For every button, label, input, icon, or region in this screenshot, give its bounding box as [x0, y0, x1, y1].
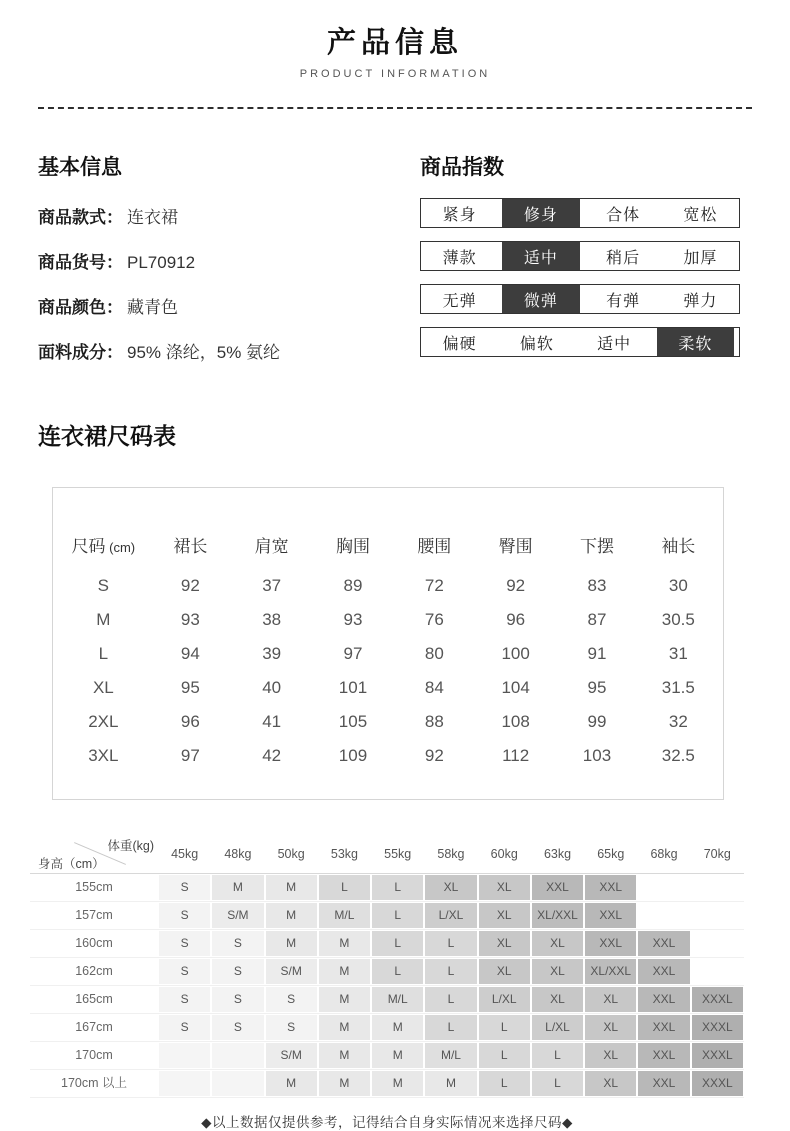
matrix-size-cell: XL/XXL: [532, 903, 583, 928]
matrix-corner-cell: [30, 834, 158, 874]
size-cell: 100: [501, 644, 530, 663]
size-cell: 41: [262, 712, 282, 731]
matrix-size-cell: L: [372, 931, 423, 956]
size-col-header: 尺码 (cm): [71, 537, 136, 556]
matrix-size-cell: XL: [479, 903, 530, 928]
size-cell: 108: [501, 712, 530, 731]
size-chart-box: [52, 487, 724, 800]
info-value: 连衣裙: [127, 208, 178, 227]
matrix-size-cell: L: [479, 1043, 530, 1068]
index-option-selected: 适中: [498, 242, 584, 270]
matrix-size-cell: L: [425, 959, 476, 984]
matrix-size-cell: L/XL: [425, 903, 476, 928]
product-index-row-2: [420, 284, 740, 314]
weight-column-header: 50kg: [277, 846, 305, 861]
matrix-size-cell: [638, 903, 689, 928]
matrix-row: [30, 902, 744, 930]
index-option: 弹力: [683, 292, 718, 310]
product-index-tables: [420, 198, 740, 357]
info-label: 商品款式：: [38, 208, 123, 227]
matrix-size-cell: XL: [479, 959, 530, 984]
matrix-size-cell: XL: [532, 931, 583, 956]
matrix-size-cell: XXXL: [692, 987, 743, 1012]
size-chart-row: [57, 637, 719, 671]
weight-column-header: 58kg: [437, 846, 465, 861]
matrix-size-cell: [212, 1071, 263, 1096]
matrix-size-cell: M: [372, 1071, 423, 1096]
size-cell: 38: [262, 610, 282, 629]
size-cell: 109: [338, 746, 368, 765]
matrix-size-cell: M: [266, 875, 317, 900]
matrix-size-cell: M: [319, 1015, 370, 1040]
corner-height-label: 身高（cm）: [38, 856, 105, 871]
size-cell: L: [98, 644, 109, 663]
matrix-size-cell: XXL: [638, 931, 689, 956]
matrix-size-cell: S: [266, 987, 317, 1012]
size-cell: 88: [424, 712, 444, 731]
matrix-size-cell: [692, 903, 743, 928]
info-label: 商品货号：: [38, 253, 123, 272]
matrix-footnote: ◆以上数据仅提供参考，记得结合自身实际情况来选择尺码◆: [201, 1115, 573, 1130]
index-option: 无弹: [442, 292, 477, 310]
page-subtitle: PRODUCT INFORMATION: [299, 68, 491, 80]
index-option-selected: 柔软: [653, 328, 739, 356]
size-chart-header-row: [57, 504, 719, 569]
size-chart-row: [57, 671, 719, 705]
matrix-size-cell: M: [266, 903, 317, 928]
size-col-header: 裙长: [173, 537, 208, 556]
matrix-size-cell: S/M: [266, 959, 317, 984]
page-header: [0, 0, 790, 80]
matrix-size-cell: M: [319, 987, 370, 1012]
size-cell: 84: [424, 678, 444, 697]
info-label: 面料成分：: [38, 343, 123, 362]
matrix-size-cell: M: [266, 1071, 317, 1096]
matrix-size-cell: M: [212, 875, 263, 900]
size-cell: 96: [506, 610, 526, 629]
matrix-size-cell: L: [425, 987, 476, 1012]
size-cell: 30: [668, 576, 688, 595]
size-cell: M: [96, 610, 111, 629]
matrix-row: [30, 874, 744, 902]
weight-column-header: 65kg: [597, 846, 625, 861]
matrix-size-cell: [212, 1043, 263, 1068]
matrix-size-cell: M/L: [319, 903, 370, 928]
matrix-size-cell: M: [372, 1043, 423, 1068]
page-title: 产品信息: [326, 27, 463, 59]
index-option: 宽松: [683, 206, 718, 224]
matrix-size-cell: XL: [479, 875, 530, 900]
matrix-size-cell: S: [159, 987, 210, 1012]
matrix-size-cell: XXL: [638, 1043, 689, 1068]
size-cell: 76: [424, 610, 444, 629]
size-cell: 93: [180, 610, 200, 629]
matrix-header-row: [30, 834, 744, 874]
matrix-size-cell: XXXL: [692, 1071, 743, 1096]
info-columns: [38, 151, 740, 388]
matrix-size-cell: M: [372, 1015, 423, 1040]
size-cell: 40: [262, 678, 282, 697]
info-label: 商品颜色：: [38, 298, 123, 317]
index-option: 薄款: [442, 249, 477, 267]
weight-column-header: 63kg: [543, 846, 572, 861]
matrix-size-cell: L: [425, 1015, 476, 1040]
weight-column-header: 45kg: [171, 846, 199, 861]
size-cell: 42: [262, 746, 282, 765]
info-row-color: [38, 298, 398, 318]
size-chart-row: [57, 705, 719, 739]
corner-weight-label: 体重(kg): [107, 838, 154, 853]
index-option-selected: 微弹: [498, 285, 584, 313]
size-cell: 31.5: [661, 678, 695, 697]
info-row-style: [38, 208, 398, 228]
size-col-header: 腰围: [417, 537, 452, 556]
matrix-size-cell: M/L: [425, 1043, 476, 1068]
size-unit-label: (cm): [105, 540, 136, 555]
size-cell: 32.5: [661, 746, 695, 765]
size-col-header: 臀围: [498, 537, 533, 556]
size-cell: 32: [668, 712, 688, 731]
product-index-heading: 商品指数: [420, 156, 504, 179]
matrix-size-cell: S: [159, 959, 210, 984]
info-row-fabric: [38, 343, 398, 363]
size-cell: 39: [262, 644, 282, 663]
matrix-size-cell: XL: [585, 987, 636, 1012]
matrix-size-cell: S/M: [266, 1043, 317, 1068]
index-option: 适中: [597, 335, 632, 353]
matrix-size-cell: L: [425, 931, 476, 956]
weight-column-header: 70kg: [703, 846, 731, 861]
index-option: 偏软: [519, 335, 554, 353]
matrix-size-cell: XXL: [638, 987, 689, 1012]
size-cell: 91: [587, 644, 607, 663]
matrix-size-cell: S: [159, 875, 210, 900]
size-cell: 96: [180, 712, 200, 731]
matrix-size-cell: M: [319, 959, 370, 984]
size-cell: 103: [582, 746, 612, 765]
matrix-row: [30, 958, 744, 986]
matrix-size-cell: M: [425, 1071, 476, 1096]
product-index-row-0: [420, 198, 740, 228]
size-cell: 112: [502, 746, 530, 765]
size-cell: S: [97, 576, 109, 595]
index-option: 偏硬: [442, 335, 477, 353]
basic-info-section: [38, 151, 398, 388]
height-label: 155cm: [75, 880, 113, 894]
size-cell: 37: [262, 576, 282, 595]
size-cell: 93: [343, 610, 363, 629]
matrix-size-cell: S: [212, 959, 263, 984]
matrix-size-cell: [159, 1071, 210, 1096]
matrix-size-cell: L/XL: [532, 1015, 583, 1040]
weight-column-header: 68kg: [650, 846, 678, 861]
size-cell: 30.5: [661, 610, 695, 629]
size-cell: 92: [506, 576, 526, 595]
size-cell: 104: [501, 678, 530, 697]
size-col-header: 胸围: [335, 537, 370, 556]
size-cell: 83: [587, 576, 607, 595]
size-cell: 95: [587, 678, 607, 697]
size-col-header: 下摆: [579, 537, 614, 556]
matrix-size-cell: M: [266, 931, 317, 956]
size-chart-row: [57, 569, 719, 603]
matrix-size-cell: XXL: [638, 1071, 689, 1096]
matrix-size-cell: XL: [425, 875, 476, 900]
height-label: 162cm: [75, 964, 113, 978]
matrix-size-cell: L: [372, 875, 423, 900]
matrix-size-cell: [692, 875, 743, 900]
size-cell: 97: [180, 746, 200, 765]
height-label: 160cm: [75, 936, 113, 950]
matrix-size-cell: XL/XXL: [585, 959, 636, 984]
matrix-size-cell: XXL: [532, 875, 583, 900]
index-option: 合体: [606, 206, 641, 224]
matrix-size-cell: S: [159, 1015, 210, 1040]
matrix-size-cell: XXL: [638, 1015, 689, 1040]
size-cell: 87: [587, 610, 607, 629]
matrix-size-cell: XXXL: [692, 1015, 743, 1040]
matrix-size-cell: XL: [532, 987, 583, 1012]
matrix-size-cell: XL: [585, 1043, 636, 1068]
index-option: 紧身: [442, 206, 477, 224]
matrix-size-cell: XL: [479, 931, 530, 956]
info-value: PL70912: [127, 253, 196, 272]
size-cell: 72: [424, 576, 444, 595]
size-cell: 101: [338, 678, 368, 697]
weight-column-header: 53kg: [330, 846, 358, 861]
matrix-size-cell: S: [159, 903, 210, 928]
size-cell: 92: [424, 746, 444, 765]
size-cell: 105: [338, 712, 368, 731]
matrix-size-cell: [159, 1043, 210, 1068]
index-option: 有弹: [606, 292, 641, 310]
matrix-size-cell: S: [159, 931, 210, 956]
size-cell: XL: [92, 678, 114, 697]
matrix-size-cell: [638, 875, 689, 900]
matrix-size-cell: L: [532, 1043, 583, 1068]
product-index-section: [420, 151, 740, 388]
info-value: 藏青色: [127, 298, 178, 317]
matrix-row: [30, 930, 744, 958]
matrix-size-cell: XXXL: [692, 1043, 743, 1068]
matrix-body: [30, 874, 744, 1098]
matrix-size-cell: XXL: [585, 875, 636, 900]
size-chart-heading: 连衣裙尺码表: [38, 423, 176, 449]
size-cell: 94: [180, 644, 200, 663]
matrix-size-cell: L: [479, 1015, 530, 1040]
size-cell: 99: [587, 712, 607, 731]
matrix-size-cell: L: [479, 1071, 530, 1096]
dashed-divider: [38, 107, 752, 109]
matrix-size-cell: M: [319, 931, 370, 956]
matrix-size-cell: L/XL: [479, 987, 530, 1012]
matrix-size-cell: XXL: [585, 903, 636, 928]
product-index-row-3: [420, 327, 740, 357]
info-value: 95% 涤纶，5% 氨纶: [127, 343, 281, 362]
basic-info-heading: 基本信息: [38, 156, 122, 179]
matrix-size-cell: S: [212, 987, 263, 1012]
matrix-size-cell: [692, 931, 743, 956]
matrix-row: [30, 1070, 744, 1098]
size-cell: 97: [343, 644, 363, 663]
weight-column-header: 48kg: [224, 846, 252, 861]
size-cell: 95: [180, 678, 200, 697]
matrix-size-cell: S: [266, 1015, 317, 1040]
weight-column-header: 60kg: [490, 846, 518, 861]
size-matrix: [30, 834, 744, 1131]
size-col-header: 肩宽: [254, 537, 289, 556]
matrix-size-cell: S/M: [212, 903, 263, 928]
matrix-size-cell: XL: [532, 959, 583, 984]
size-cell: 2XL: [88, 712, 119, 731]
size-cell: 92: [180, 576, 200, 595]
height-label: 170cm: [75, 1048, 113, 1062]
matrix-row: [30, 1042, 744, 1070]
size-chart-row: [57, 603, 719, 637]
matrix-size-cell: M: [319, 1071, 370, 1096]
product-index-row-1: [420, 241, 740, 271]
matrix-size-cell: XL: [585, 1015, 636, 1040]
matrix-size-cell: M: [319, 1043, 370, 1068]
height-label: 167cm: [75, 1020, 113, 1034]
index-option: 稍后: [606, 249, 641, 267]
height-label: 165cm: [75, 992, 113, 1006]
height-label: 157cm: [75, 908, 113, 922]
matrix-size-cell: S: [212, 931, 263, 956]
size-chart-table: [57, 504, 719, 773]
matrix-size-cell: [692, 959, 743, 984]
weight-column-header: 55kg: [384, 846, 412, 861]
size-cell: 3XL: [88, 746, 119, 765]
matrix-size-cell: XXL: [585, 931, 636, 956]
info-row-sku: [38, 253, 398, 273]
size-col-header: 袖长: [661, 537, 696, 556]
size-chart-row: [57, 739, 719, 773]
matrix-row: [30, 986, 744, 1014]
index-option: 加厚: [683, 249, 718, 267]
index-option-selected: 修身: [498, 199, 584, 227]
matrix-size-cell: L: [319, 875, 370, 900]
matrix-size-cell: M/L: [372, 987, 423, 1012]
matrix-size-cell: XL: [585, 1071, 636, 1096]
matrix-size-cell: L: [532, 1071, 583, 1096]
matrix-size-cell: L: [372, 959, 423, 984]
size-cell: 80: [424, 644, 444, 663]
size-cell: 89: [343, 576, 363, 595]
height-label: 170cm 以上: [61, 1076, 127, 1090]
matrix-size-cell: XXL: [638, 959, 689, 984]
matrix-size-cell: L: [372, 903, 423, 928]
matrix-size-cell: S: [212, 1015, 263, 1040]
matrix-row: [30, 1014, 744, 1042]
size-cell: 31: [668, 644, 688, 663]
